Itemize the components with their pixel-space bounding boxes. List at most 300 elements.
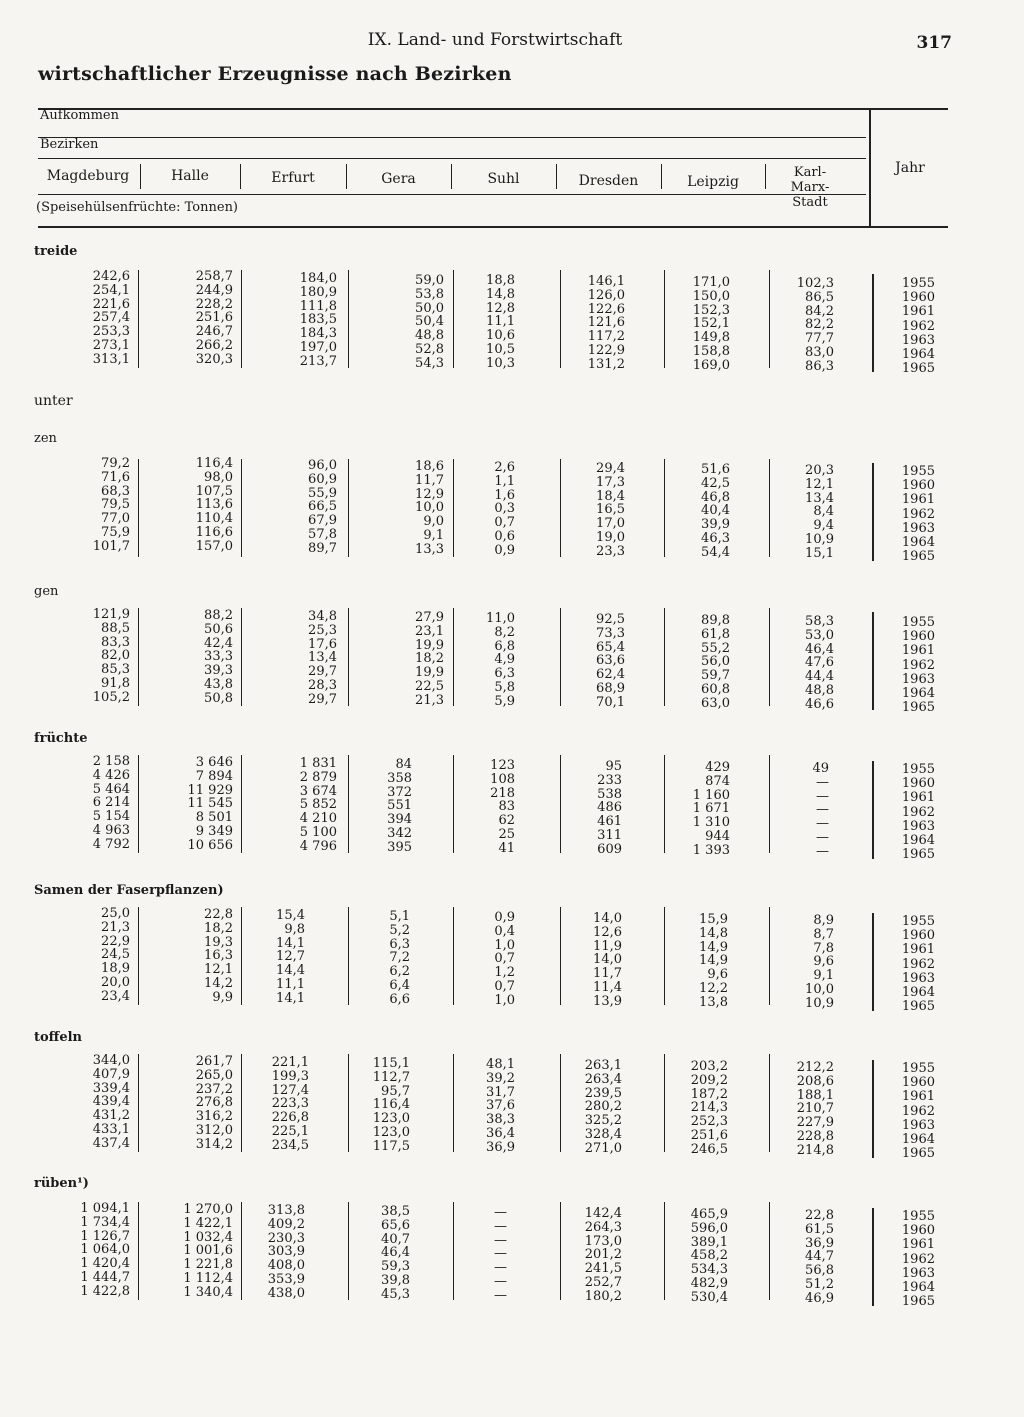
- values-leipzig: [666, 463, 730, 560]
- table-cell: 117,2: [587, 329, 625, 345]
- table-cell: 22,8: [805, 1208, 834, 1223]
- table-cell: 123,0: [372, 1124, 410, 1140]
- table-cell: 11,0: [486, 611, 515, 626]
- table-cell: 15,4: [276, 908, 305, 923]
- values-halle: [140, 609, 233, 706]
- values-leipzig: [666, 1060, 728, 1157]
- row-separator: [769, 608, 770, 706]
- table-cell: 252,7: [584, 1274, 622, 1290]
- table-cell: 123,0: [372, 1111, 410, 1127]
- table-cell: 218: [490, 785, 515, 801]
- table-cell: 312,0: [195, 1122, 233, 1138]
- table-cell: 439,4: [92, 1094, 130, 1110]
- table-cell: 1 422,8: [80, 1283, 130, 1299]
- table-cell: 5,9: [494, 693, 515, 709]
- row-separator: [872, 1060, 874, 1158]
- table-cell: 314,2: [195, 1136, 233, 1152]
- section-title: früchte: [34, 731, 88, 746]
- table-cell: 1960: [901, 478, 935, 494]
- table-cell: 1 671: [692, 801, 730, 817]
- table-cell: 77,7: [805, 331, 834, 347]
- table-cell: 183,5: [299, 312, 337, 328]
- table-cell: 14,4: [276, 963, 305, 979]
- table-cell: —: [494, 1218, 507, 1234]
- row-separator: [664, 270, 665, 368]
- row-separator: [560, 907, 561, 1005]
- section-title: rüben¹): [34, 1176, 89, 1191]
- table-cell: 11 545: [187, 796, 233, 812]
- table-cell: 61,8: [701, 626, 730, 642]
- row-separator: [348, 608, 349, 706]
- row-separator: [664, 459, 665, 557]
- table-cell: 5,1: [389, 909, 410, 924]
- row-separator: [872, 463, 874, 561]
- values-leipzig: [666, 761, 730, 858]
- table-cell: 320,3: [195, 351, 233, 367]
- table-cell: 50,6: [204, 621, 233, 637]
- table-cell: 227,9: [796, 1115, 834, 1131]
- table-cell: 261,7: [195, 1054, 233, 1069]
- table-cell: 36,9: [805, 1235, 834, 1251]
- values-leipzig: [666, 913, 728, 1010]
- values-halle: [140, 1203, 233, 1300]
- values-dresden: [562, 912, 622, 1009]
- table-cell: 609: [597, 841, 622, 857]
- table-cell: 15,1: [805, 545, 834, 561]
- table-cell: 89,8: [701, 613, 730, 628]
- table-cell: 48,8: [805, 682, 834, 698]
- years: [890, 763, 935, 862]
- table-cell: 83: [498, 799, 515, 815]
- table-cell: 67,9: [308, 513, 337, 529]
- table-cell: 126,0: [587, 287, 625, 303]
- table-cell: 42,5: [701, 475, 730, 491]
- values-dresden: [562, 462, 625, 559]
- table-cell: 429: [705, 760, 730, 775]
- table-cell: 252,3: [690, 1114, 728, 1130]
- table-cell: 1955: [901, 914, 935, 929]
- table-cell: 8,9: [813, 913, 834, 928]
- table-cell: 17,6: [308, 636, 337, 652]
- row-separator: [241, 755, 242, 853]
- table-title: wirtschaftlicher Erzeugnisse nach Bezirken: [38, 63, 512, 85]
- table-cell: 188,1: [796, 1087, 834, 1103]
- table-cell: 5 100: [299, 824, 337, 840]
- table-cell: 233: [597, 772, 622, 788]
- table-cell: 395: [387, 839, 412, 855]
- table-cell: 313,8: [267, 1203, 305, 1218]
- table-cell: 13,4: [308, 650, 337, 666]
- table-cell: 273,1: [92, 337, 130, 353]
- table-cell: 313,1: [92, 351, 130, 367]
- table-cell: 10,9: [805, 995, 834, 1011]
- table-cell: 1961: [901, 492, 935, 508]
- table-cell: 13,8: [699, 994, 728, 1010]
- values-karl-marx-stadt: [771, 277, 834, 374]
- table-cell: 184,0: [299, 271, 337, 286]
- table-cell: 6,6: [389, 991, 410, 1007]
- table-cell: 5 464: [92, 781, 130, 797]
- table-cell: 56,0: [701, 654, 730, 670]
- table-cell: 433,1: [92, 1121, 130, 1137]
- table-cell: 201,2: [584, 1247, 622, 1263]
- table-cell: 24,5: [101, 947, 130, 963]
- table-cell: 55,2: [701, 640, 730, 656]
- table-cell: 19,9: [415, 637, 444, 653]
- table-cell: 1961: [901, 790, 935, 806]
- values-gera: [350, 910, 410, 1007]
- values-magdeburg: [40, 608, 130, 705]
- table-cell: 1 310: [692, 815, 730, 831]
- table-cell: 71,6: [101, 469, 130, 485]
- row-separator: [769, 1054, 770, 1152]
- table-cell: 1960: [901, 928, 935, 944]
- table-cell: 212,2: [796, 1060, 834, 1075]
- values-dresden: [562, 1059, 622, 1156]
- table-cell: 39,9: [701, 517, 730, 533]
- table-cell: 1,2: [494, 965, 515, 981]
- table-cell: 241,5: [584, 1261, 622, 1277]
- row-separator: [241, 1202, 242, 1300]
- table-cell: 122,9: [587, 342, 625, 358]
- table-cell: 234,5: [271, 1137, 309, 1153]
- table-cell: 534,3: [690, 1262, 728, 1278]
- table-cell: 1960: [901, 290, 935, 306]
- table-cell: 1965: [901, 700, 935, 716]
- table-cell: 1 221,8: [183, 1257, 233, 1273]
- table-cell: 0,9: [494, 542, 515, 558]
- table-cell: 107,5: [195, 483, 233, 499]
- table-cell: —: [494, 1287, 507, 1303]
- table-cell: 1 112,4: [183, 1270, 233, 1286]
- table-cell: 70,1: [596, 694, 625, 710]
- table-cell: 65,4: [596, 639, 625, 655]
- table-cell: 2 879: [299, 769, 337, 785]
- values-dresden: [562, 275, 625, 372]
- table-cell: 17,3: [596, 474, 625, 490]
- row-separator: [769, 907, 770, 1005]
- table-cell: 180,9: [299, 284, 337, 300]
- table-cell: 18,9: [101, 961, 130, 977]
- table-cell: 5,8: [494, 679, 515, 695]
- colhead-sep: [451, 164, 452, 189]
- table-cell: 254,1: [92, 282, 130, 298]
- table-cell: 251,6: [690, 1127, 728, 1143]
- table-cell: 263,1: [584, 1058, 622, 1073]
- table-cell: 1960: [901, 1075, 935, 1091]
- colhead-rule: [38, 194, 866, 195]
- table-cell: 197,0: [299, 339, 337, 355]
- table-cell: 20,0: [101, 974, 130, 990]
- table-cell: 43,8: [204, 676, 233, 692]
- table-cell: 11,1: [486, 314, 515, 330]
- table-cell: 25,0: [101, 906, 130, 921]
- table-cell: 79,2: [101, 456, 130, 471]
- table-cell: 60,8: [701, 681, 730, 697]
- table-cell: 9,1: [813, 968, 834, 984]
- table-cell: 1 393: [692, 842, 730, 858]
- values-erfurt: [243, 459, 337, 556]
- table-cell: —: [494, 1232, 507, 1248]
- table-cell: 1955: [901, 1209, 935, 1224]
- table-cell: 57,8: [308, 526, 337, 542]
- table-cell: 1964: [901, 985, 935, 1001]
- table-cell: 10,6: [486, 328, 515, 344]
- table-cell: 7,8: [813, 940, 834, 956]
- table-cell: 11,7: [415, 472, 444, 488]
- table-cell: 18,2: [204, 920, 233, 936]
- table-cell: 11,4: [593, 979, 622, 995]
- table-cell: 14,1: [276, 990, 305, 1006]
- table-cell: 1964: [901, 347, 935, 363]
- column-header-karl-marx-stadt: Karl-Marx-Stadt: [790, 165, 830, 210]
- bezirken-label: Bezirken: [40, 137, 99, 152]
- values-karl-marx-stadt: [771, 914, 834, 1011]
- table-cell: 169,0: [692, 357, 730, 373]
- column-header-dresden: Dresden: [578, 173, 639, 189]
- table-cell: 1960: [901, 1223, 935, 1239]
- values-leipzig: [666, 1208, 728, 1305]
- row-separator: [769, 1202, 770, 1300]
- table-cell: 25: [498, 826, 515, 842]
- values-erfurt: [243, 757, 337, 854]
- table-cell: 53,0: [805, 627, 834, 643]
- table-cell: 152,1: [692, 316, 730, 332]
- table-cell: 31,7: [486, 1084, 515, 1100]
- table-cell: 23,3: [596, 543, 625, 559]
- table-cell: 221,1: [271, 1055, 309, 1070]
- table-cell: 8 501: [195, 810, 233, 826]
- values-gera: [350, 611, 444, 708]
- table-cell: 1 126,7: [80, 1228, 130, 1244]
- column-header-leipzig: Leipzig: [687, 174, 739, 190]
- table-cell: 68,9: [596, 680, 625, 696]
- table-cell: 9,6: [707, 967, 728, 983]
- table-cell: 16,5: [596, 502, 625, 518]
- table-cell: 1961: [901, 304, 935, 320]
- table-cell: 14,2: [204, 975, 233, 991]
- table-cell: 9,4: [813, 518, 834, 534]
- table-cell: 16,3: [204, 948, 233, 964]
- table-cell: 11 929: [187, 782, 233, 798]
- table-cell: 358: [387, 770, 412, 786]
- table-cell: 82,2: [805, 317, 834, 333]
- table-cell: 23,1: [415, 623, 444, 639]
- table-cell: 15,9: [699, 912, 728, 927]
- table-cell: 48,8: [415, 328, 444, 344]
- table-cell: 6,4: [389, 977, 410, 993]
- table-cell: 1962: [901, 657, 935, 673]
- table-cell: 5,2: [389, 922, 410, 938]
- table-cell: 394: [387, 812, 412, 828]
- values-erfurt: [243, 909, 305, 1006]
- values-erfurt: [243, 1204, 305, 1301]
- table-cell: 9 349: [195, 823, 233, 839]
- table-cell: 3 646: [195, 755, 233, 770]
- table-cell: 96,0: [308, 458, 337, 473]
- table-cell: 8,4: [813, 504, 834, 520]
- table-cell: —: [816, 802, 829, 818]
- table-cell: 18,8: [486, 273, 515, 288]
- values-suhl: [455, 1206, 507, 1303]
- table-cell: 41: [498, 840, 515, 856]
- table-cell: 88,5: [101, 620, 130, 636]
- table-cell: 14,9: [699, 953, 728, 969]
- row-separator: [453, 270, 454, 368]
- values-suhl: [455, 911, 515, 1008]
- table-cell: 9,6: [813, 954, 834, 970]
- table-cell: 431,2: [92, 1108, 130, 1124]
- table-cell: 18,2: [415, 651, 444, 667]
- table-cell: 251,6: [195, 310, 233, 326]
- table-cell: 228,8: [796, 1128, 834, 1144]
- table-cell: 1955: [901, 615, 935, 630]
- table-cell: 38,5: [381, 1204, 410, 1219]
- section-title: toffeln: [34, 1030, 83, 1045]
- table-cell: 538: [597, 786, 622, 802]
- table-cell: 328,4: [584, 1126, 622, 1142]
- table-cell: 36,4: [486, 1125, 515, 1141]
- table-cell: 108: [490, 771, 515, 787]
- table-cell: 12,1: [204, 962, 233, 978]
- row-separator: [769, 459, 770, 557]
- table-cell: 1965: [901, 1146, 935, 1162]
- table-cell: 263,4: [584, 1071, 622, 1087]
- table-cell: 13,3: [415, 541, 444, 557]
- table-cell: 44,4: [805, 669, 834, 685]
- row-separator: [872, 1208, 874, 1306]
- table-cell: 9,8: [284, 921, 305, 937]
- table-cell: 0,9: [494, 910, 515, 925]
- values-magdeburg: [40, 907, 130, 1004]
- table-cell: 208,6: [796, 1073, 834, 1089]
- table-cell: 214,3: [690, 1100, 728, 1116]
- table-cell: —: [816, 829, 829, 845]
- table-cell: 92,5: [596, 612, 625, 627]
- values-erfurt: [243, 610, 337, 707]
- table-cell: 110,4: [195, 511, 233, 527]
- table-cell: 14,8: [486, 286, 515, 302]
- table-cell: 115,1: [372, 1056, 410, 1071]
- values-gera: [350, 1205, 410, 1302]
- table-cell: 12,1: [805, 476, 834, 492]
- aufkommen-rule: [38, 137, 866, 138]
- table-cell: —: [494, 1273, 507, 1289]
- table-cell: 2 158: [92, 754, 130, 769]
- table-cell: 44,7: [805, 1249, 834, 1265]
- table-cell: 4 963: [92, 822, 130, 838]
- table-cell: 46,4: [805, 641, 834, 657]
- table-cell: 12,9: [415, 486, 444, 502]
- table-cell: 1963: [901, 520, 935, 536]
- table-cell: 113,6: [195, 497, 233, 513]
- table-cell: 242,6: [92, 269, 130, 284]
- table-cell: 22,9: [101, 933, 130, 949]
- table-cell: 46,3: [701, 530, 730, 546]
- table-cell: 111,8: [299, 298, 337, 314]
- table-cell: —: [816, 843, 829, 859]
- table-cell: 84,2: [805, 303, 834, 319]
- table-cell: 4 426: [92, 767, 130, 783]
- year-column-divider: [869, 110, 871, 226]
- section-title: gen: [34, 584, 59, 599]
- table-cell: 66,5: [308, 499, 337, 515]
- row-separator: [769, 270, 770, 368]
- row-separator: [664, 755, 665, 853]
- row-separator: [348, 907, 349, 1005]
- table-cell: 62: [498, 813, 515, 829]
- values-dresden: [562, 613, 625, 710]
- table-cell: 85,3: [101, 662, 130, 678]
- table-cell: 22,5: [415, 678, 444, 694]
- row-separator: [872, 612, 874, 710]
- row-separator: [138, 608, 139, 706]
- table-cell: 271,0: [584, 1140, 622, 1156]
- table-cell: 23,4: [101, 988, 130, 1004]
- table-cell: 1962: [901, 1103, 935, 1119]
- table-cell: 38,3: [486, 1112, 515, 1128]
- table-cell: 95: [605, 759, 622, 774]
- table-cell: 874: [705, 773, 730, 789]
- table-cell: 42,4: [204, 635, 233, 651]
- table-cell: 65,6: [381, 1217, 410, 1233]
- section-title: treide: [34, 244, 78, 259]
- table-cell: 12,2: [699, 980, 728, 996]
- table-cell: 1961: [901, 643, 935, 659]
- table-cell: 1963: [901, 818, 935, 834]
- table-cell: 14,9: [699, 939, 728, 955]
- table-cell: 95,7: [381, 1083, 410, 1099]
- table-cell: 21,3: [415, 692, 444, 708]
- table-cell: 1 032,4: [183, 1229, 233, 1245]
- table-cell: 1964: [901, 535, 935, 551]
- values-halle: [140, 1055, 233, 1152]
- table-cell: 54,3: [415, 355, 444, 371]
- table-cell: 1 734,4: [80, 1214, 130, 1230]
- table-cell: 1963: [901, 1265, 935, 1281]
- table-cell: 56,8: [805, 1263, 834, 1279]
- table-cell: 13,9: [593, 993, 622, 1009]
- table-cell: 353,9: [267, 1271, 305, 1287]
- table-cell: 116,4: [195, 456, 233, 471]
- values-suhl: [455, 274, 515, 371]
- row-separator: [560, 608, 561, 706]
- table-cell: 10,9: [805, 531, 834, 547]
- table-cell: 180,2: [584, 1288, 622, 1304]
- values-karl-marx-stadt: [771, 1061, 834, 1158]
- table-cell: 2,6: [494, 460, 515, 475]
- table-cell: 311: [597, 827, 622, 843]
- table-cell: 407,9: [92, 1066, 130, 1082]
- column-header-suhl: Suhl: [487, 171, 520, 187]
- table-cell: 1964: [901, 1132, 935, 1148]
- table-cell: 0,7: [494, 515, 515, 531]
- table-cell: 482,9: [690, 1275, 728, 1291]
- table-cell: 18,6: [415, 459, 444, 474]
- table-cell: 1 094,1: [80, 1201, 130, 1216]
- table-cell: 47,6: [805, 655, 834, 671]
- table-cell: 1,0: [494, 992, 515, 1008]
- row-separator: [560, 1054, 561, 1152]
- column-header-jahr: Jahr: [895, 160, 925, 176]
- table-cell: 58,3: [805, 614, 834, 629]
- values-magdeburg: [40, 457, 130, 554]
- values-magdeburg: [40, 1054, 130, 1151]
- table-cell: 84: [395, 757, 412, 772]
- table-cell: 173,0: [584, 1233, 622, 1249]
- table-cell: 83,0: [805, 344, 834, 360]
- table-cell: 13,4: [805, 490, 834, 506]
